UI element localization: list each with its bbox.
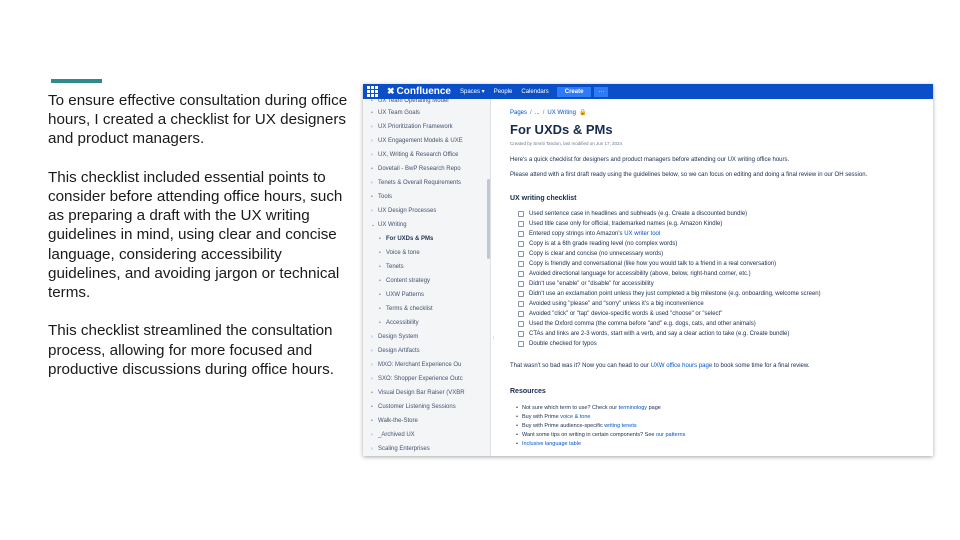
sidebar-item[interactable]: › Tenets & Overall Requirements [371, 180, 462, 186]
checklist-item[interactable]: Didn't use "enable" or "disable" for accessibility [518, 279, 654, 289]
page-tree-sidebar [363, 99, 491, 456]
sidebar-item[interactable]: • Terms & checklist [379, 306, 433, 312]
sidebar-item[interactable]: › Design Artifacts [371, 348, 420, 354]
slide-paragraph-2: This checklist included essential points to consider before attending office hours, such as preparing a draft with the UX writing guidelines in mind, using clear and concise language, considering accessibility guidelines, and avoiding jargon or technical terms. [48, 168, 343, 302]
resource-item [522, 440, 581, 448]
checkbox[interactable] [518, 231, 524, 237]
create-button[interactable]: Create [557, 87, 592, 97]
resource-item: • Want some tips on writing in certain components? See our patterns [522, 431, 685, 439]
slide-paragraph-3: This checklist streamlined the consultation process, allowing for more focused and productive discussions during office hours. [48, 322, 334, 378]
resource-item: • Not sure which term to use? Check our terminology page [522, 404, 661, 412]
checklist-item[interactable]: CTAs and links are 2-3 words, start with a verb, and say a clear action to take (e.g. Create bundle) [518, 329, 789, 339]
sidebar-resize-handle[interactable]: ⁞ [493, 336, 495, 342]
checklist-item[interactable]: Avoided using "please" and "sorry" unless it's a big inconvenience [518, 299, 704, 309]
checklist-item[interactable]: Used sentence case in headlines and subheads (e.g. Create a discounted bundle) [518, 209, 747, 219]
checkbox[interactable] [518, 331, 524, 337]
checkbox[interactable] [518, 271, 524, 277]
checkbox[interactable] [518, 311, 524, 317]
checklist-item[interactable]: Used title case only for official, trademarked names (e.g. Amazon Kindle) [518, 219, 722, 229]
sidebar-item[interactable]: • Visual Design Bar Raiser (VXBR [371, 390, 465, 396]
intro-text-2: Please attend with a first draft ready using the guidelines below, so we can focus on editing and doing a final review in our OH session. [510, 172, 868, 178]
breadcrumb-ux-writing[interactable]: UX Writing [547, 110, 576, 116]
sidebar-item[interactable]: • Tools [371, 194, 393, 200]
sidebar-item[interactable]: • UX Team Operating Model [371, 99, 449, 104]
sidebar-item[interactable]: › MXO: Merchant Experience Ou [371, 362, 462, 368]
confluence-logo-icon[interactable]: ✖ [387, 86, 395, 96]
checklist-item[interactable]: Entered copy strings into Amazon's UX writer tool [518, 229, 660, 239]
office-hours-link[interactable]: UXW office hours page [650, 363, 713, 369]
sidebar-item[interactable]: › SXO: Shopper Experience Outc [371, 376, 463, 382]
checkbox[interactable] [518, 281, 524, 287]
resources-heading: Resources [510, 388, 546, 395]
resource-item: • Buy with Prime audience-specific writing tenets [522, 422, 637, 430]
checklist-item[interactable]: Avoided directional language for accessibility (above, below, right-hand corner, etc.) [518, 269, 751, 279]
checklist-heading: UX writing checklist [510, 195, 577, 202]
checklist-item[interactable]: Avoided "click" or "tap" device-specific words & used "choose" or "select" [518, 309, 722, 319]
patterns-link[interactable]: our patterns [656, 432, 686, 438]
sidebar-item[interactable]: › UX Engagement Models & UXE [371, 138, 463, 144]
nav-spaces[interactable]: Spaces ▾ [460, 89, 485, 95]
checklist-item[interactable]: Copy is at a 6th grade reading level (no complex words) [518, 239, 677, 249]
checklist-item[interactable]: Double checked for typos [518, 339, 597, 349]
outro-text: That wasn't so bad was it? Now you can head to our UXW office hours page to book some time for a final review. [510, 363, 810, 369]
checklist-item[interactable]: Copy is friendly and conversational (like how you would talk to a friend in a real conversation) [518, 259, 776, 269]
sidebar-item[interactable]: • Dovetail - BwP Research Repo [371, 166, 461, 172]
intro-text: Here's a quick checklist for designers and product managers before attending our UX writing office hours. [510, 157, 790, 163]
slide-body [48, 91, 348, 398]
breadcrumb: Pages / ... / UX Writing 🔒 [510, 110, 587, 116]
checkbox[interactable] [518, 321, 524, 327]
checkbox[interactable] [518, 261, 524, 267]
confluence-logo-text[interactable]: Confluence [396, 86, 451, 97]
nav-calendars[interactable]: Calendars [521, 88, 549, 95]
app-switcher-icon[interactable] [367, 86, 381, 97]
checkbox[interactable] [518, 221, 524, 227]
sidebar-item[interactable]: • Tenets [379, 264, 404, 270]
sidebar-item-current[interactable]: • For UXDs & PMs [379, 236, 434, 242]
voice-tone-link[interactable]: voice & tone [560, 414, 591, 420]
sidebar-item[interactable]: • UXW Patterns [379, 292, 425, 298]
resource-item: • Buy with Prime voice & tone [522, 413, 591, 421]
ux-writer-tool-link[interactable]: UX writer tool [624, 231, 661, 237]
sidebar-item[interactable]: › UX Prioritization Framework [371, 124, 453, 130]
sidebar-item[interactable]: • Customer Listening Sessions [371, 404, 456, 410]
accent-bar [51, 79, 102, 83]
slide-paragraph-1: To ensure effective consultation during office hours, I created a checklist for UX designers and product managers. [48, 92, 348, 148]
top-navigation [363, 84, 933, 99]
more-button[interactable]: ··· [594, 87, 608, 97]
sidebar-item[interactable]: › UX Design Processes [371, 208, 437, 214]
writing-tenets-link[interactable]: writing tenets [604, 423, 637, 429]
checklist-item[interactable]: Copy is clear and concise (no unnecessary words) [518, 249, 663, 259]
confluence-screenshot [363, 84, 933, 456]
checkbox[interactable] [518, 301, 524, 307]
restriction-lock-icon[interactable]: 🔒 [578, 110, 587, 116]
checkbox[interactable] [518, 341, 524, 347]
checkbox[interactable] [518, 251, 524, 257]
sidebar-item-ux-writing[interactable]: ⌄ UX Writing [371, 222, 407, 228]
sidebar-item[interactable]: › _Archived UX [371, 432, 415, 438]
sidebar-item[interactable]: • Voice & tone [379, 250, 420, 256]
sidebar-item[interactable]: • Content strategy [379, 278, 431, 284]
sidebar-item[interactable]: › Scaling Enterprises [371, 446, 430, 452]
page-content [510, 99, 930, 456]
sidebar-item[interactable]: • Walk-the-Store [371, 418, 418, 424]
sidebar-item[interactable]: • UX Team Goals [371, 110, 420, 116]
checklist-item[interactable]: Didn't use an exclamation point unless they just completed a big milestone (e.g. onboarding, welcome screen) [518, 289, 821, 299]
nav-people[interactable]: People [493, 88, 513, 95]
checkbox[interactable] [518, 211, 524, 217]
sidebar-item[interactable]: • Accessibility [379, 320, 419, 326]
checklist-item[interactable]: Used the Oxford comma (the comma before "and" e.g. dogs, cats, and other animals) [518, 319, 756, 329]
sidebar-item[interactable]: › UX, Writing & Research Office [371, 152, 459, 158]
sidebar-item[interactable]: › Design System [371, 334, 419, 340]
sidebar-scrollbar[interactable] [487, 179, 490, 259]
page-byline: Created by Smriti Tandon, last modified on Jun 17, 2024 [510, 141, 622, 146]
breadcrumb-ellipsis[interactable]: ... [534, 110, 540, 116]
breadcrumb-pages[interactable]: Pages [510, 110, 528, 116]
checkbox[interactable] [518, 241, 524, 247]
terminology-link[interactable]: terminology [618, 405, 648, 411]
checkbox[interactable] [518, 291, 524, 297]
inclusive-language-link[interactable]: Inclusive language table [522, 441, 582, 447]
page-title: For UXDs & PMs [510, 122, 613, 137]
